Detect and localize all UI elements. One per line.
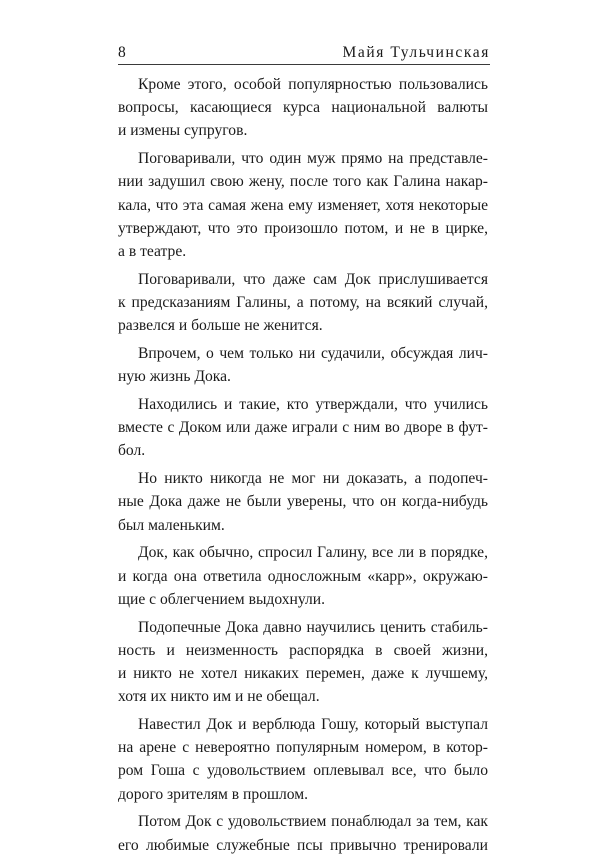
- text-line: а в театре.: [118, 243, 187, 261]
- text-line: хотя их никто им и не обещал.: [118, 688, 320, 706]
- text-line: Потом Док с удовольствием понаблюдал за тем, как: [138, 813, 488, 831]
- running-head-author: Майя Тульчинская: [342, 44, 490, 61]
- text-line: и никто не хотел никаких перемен, даже к лучшему,: [118, 665, 488, 683]
- text-line: Поговаривали, что один муж прямо на представле-: [138, 150, 488, 168]
- paragraph: [118, 73, 488, 143]
- text-line: на арене с невероятно популярным номером, в котор-: [118, 739, 488, 757]
- paragraph: [118, 393, 488, 463]
- header-rule: [118, 64, 490, 65]
- text-line: вместе с Доком или даже играли с ним во дворе в фут-: [118, 419, 488, 437]
- paragraph: [118, 541, 488, 611]
- text-line: Но никто никогда не мог ни доказать, а подопеч-: [138, 470, 488, 488]
- text-line: Кроме этого, особой популярностью пользовались: [138, 76, 488, 93]
- text-line: ром Гоша с удовольствием оплевывал все, что было: [118, 762, 488, 780]
- text-line: Впрочем, о чем только ни судачили, обсуждая лич-: [138, 345, 488, 363]
- text-line: утверждают, что это произошло потом, и не в цирке,: [118, 219, 488, 237]
- text-line: и измены супругов.: [118, 122, 248, 140]
- paragraph: [118, 342, 488, 388]
- text-line: ность и неизменность распорядка в своей жизни,: [118, 641, 488, 659]
- text-line: ные Дока даже не были уверены, что он когда-нибудь: [118, 493, 488, 511]
- page-header: [118, 40, 490, 66]
- paragraph: [118, 268, 488, 338]
- text-line: и когда она ответила односложным «карр», окружаю-: [118, 567, 488, 585]
- paragraph: [118, 147, 488, 263]
- text-line: развелся и больше не женится.: [118, 317, 323, 335]
- paragraph: [118, 713, 488, 806]
- text-line: кала, что эта самая жена ему изменяет, хотя некоторые: [118, 196, 488, 214]
- text-line: Навестил Док и верблюда Гошу, который выступал: [138, 716, 488, 734]
- paragraph: [118, 810, 488, 856]
- page-number: 8: [118, 44, 126, 61]
- text-line: вопросы, касающиеся курса национальной валюты: [118, 99, 488, 117]
- text-line: ную жизнь Дока.: [118, 368, 231, 386]
- text-line: бол.: [118, 442, 146, 460]
- text-line: нии задушил свою жену, после того как Галина накар-: [118, 173, 488, 191]
- text-line: Подопечные Дока давно научились ценить стабиль-: [138, 618, 488, 636]
- text-line: его любимые служебные псы привычно тренировали: [118, 836, 488, 854]
- text-line: Док, как обычно, спросил Галину, все ли в порядке,: [138, 544, 488, 562]
- text-line: Поговаривали, что даже сам Док прислушивается: [138, 270, 488, 288]
- text-line: щие с облегчением выдохнули.: [118, 590, 326, 608]
- text-line: к предсказаниям Галины, а потому, на всякий случай,: [118, 294, 488, 312]
- text-line: дорого зрителям в прошлом.: [118, 785, 309, 803]
- paragraph: [118, 616, 488, 709]
- paragraph: [118, 467, 488, 537]
- body-text: [118, 73, 488, 861]
- text-line: был маленьким.: [118, 516, 225, 534]
- text-line: Находились и такие, кто утверждали, что учились: [138, 396, 488, 414]
